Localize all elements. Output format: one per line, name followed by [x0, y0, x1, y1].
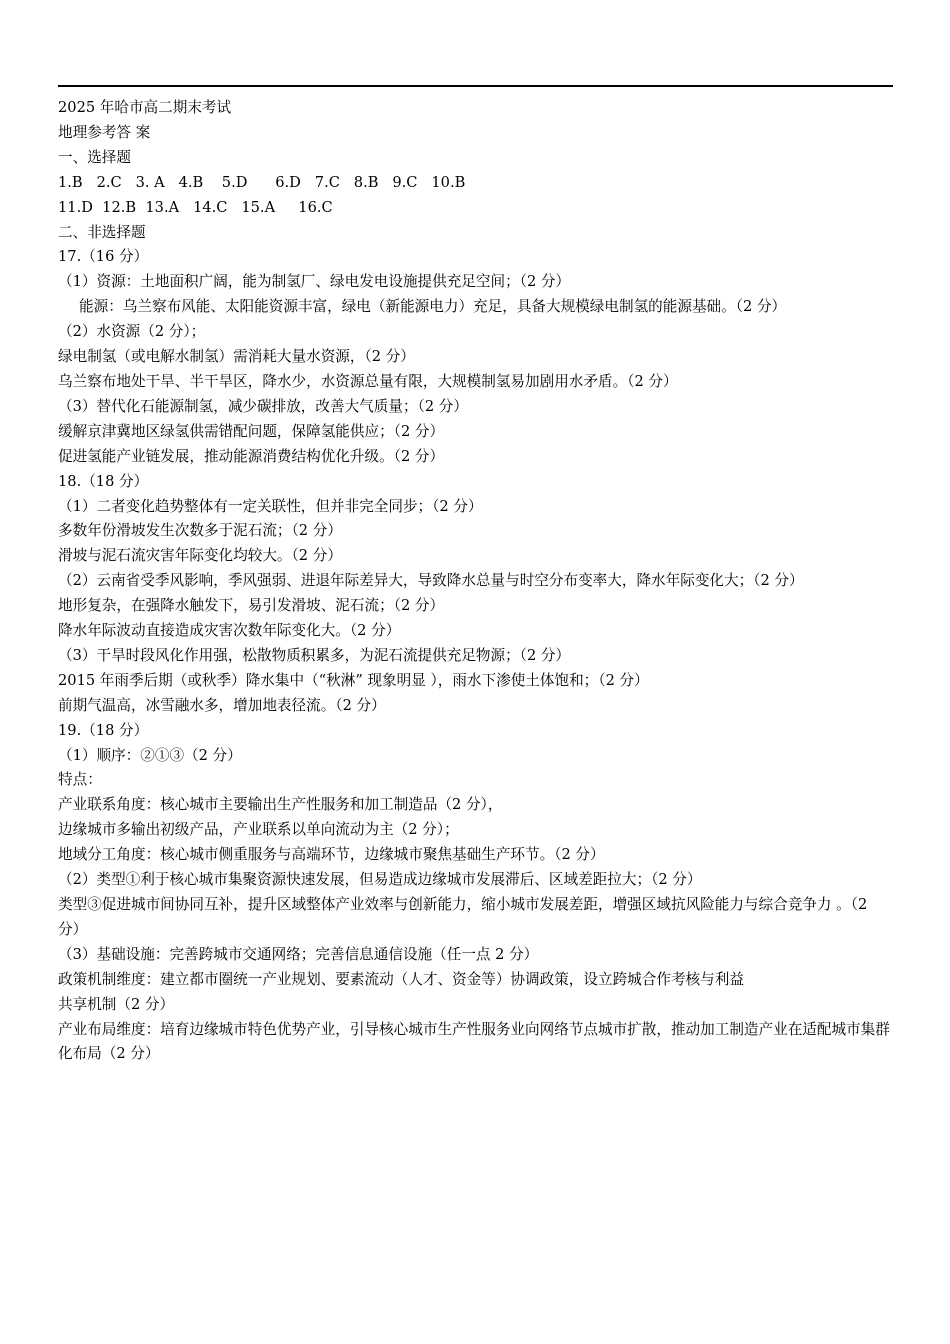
q19-answer-line: （1）顺序：②①③（2 分）: [58, 746, 242, 764]
q19-answer-line: （3）基础设施：完善跨城市交通网络；完善信息通信设施（任一点 2 分）: [58, 945, 539, 963]
q17-answer-line: 乌兰察布地处干旱、半干旱区，降水少，水资源总量有限，大规模制氢易加剧用水矛盾。（2 分）: [58, 372, 678, 390]
q18-answer-line: 降水年际波动直接造成灾害次数年际变化大。（2 分）: [58, 622, 401, 640]
q17-answer-line: 能源：乌兰察布风能、太阳能资源丰富，绿电（新能源电力）充足，具备大规模绿电制氢的能源基础。（2 分）: [79, 298, 787, 316]
q19-answer-line: 特点：: [58, 771, 102, 789]
q19-answer-line: 类型③促进城市间协同互补，提升区域整体产业效率与创新能力，缩小城市发展差距，增强区域抗风险能力与综合竞争力 。（2 分）: [58, 896, 868, 938]
q18-answer-line: 地形复杂，在强降水触发下，易引发滑坡、泥石流；（2 分）: [58, 597, 445, 615]
document-title: 2025 年哈市高二期末考试: [58, 99, 232, 116]
q18-answer-line: 前期气温高，冰雪融水多，增加地表径流。（2 分）: [58, 696, 386, 714]
section-heading-choice: 一、选择题: [58, 148, 131, 166]
choice-answers-row-2: 11.D 12.B 13.A 14.C 15.A 16.C: [58, 198, 333, 216]
q18-answer-line: 滑坡与泥石流灾害年际变化均较大。（2 分）: [58, 547, 342, 565]
q19-answer-line: 政策机制维度：建立都市圈统一产业规划、要素流动（人才、资金等）协调政策，设立跨城合作考核与利益: [58, 970, 744, 988]
q17-answer-line: （1）资源：土地面积广阔，能为制氢厂、绿电发电设施提供充足空间；（2 分）: [58, 273, 571, 291]
q19-answer-line: （2）类型①利于核心城市集聚资源快速发展，但易造成边缘城市发展滞后、区域差距拉大；（2 分）: [58, 871, 702, 889]
q19-answer-line: 共享机制（2 分）: [58, 995, 175, 1013]
q19-answer-line: 边缘城市多输出初级产品，产业联系以单向流动为主（2 分）；: [58, 821, 459, 839]
q18-answer-line: 多数年份滑坡发生次数多于泥石流；（2 分）: [58, 522, 342, 540]
q17-answer-line: 缓解京津冀地区绿氢供需错配问题，保障氢能供应；（2 分）: [58, 422, 445, 440]
q17-answer-line: （2）水资源（2 分）；: [58, 323, 206, 341]
q19-answer-line: 产业布局维度：培育边缘城市特色优势产业，引导核心城市生产性服务业向网络节点城市扩散，推动加工制造产业在适配城市集群化布局（2 分）: [58, 1020, 890, 1063]
answer-key-document: [58, 96, 893, 1067]
question-17-heading: 17.（16 分）: [58, 248, 149, 266]
document-subtitle: 地理参考答 案: [58, 123, 151, 141]
q18-answer-line: （1）二者变化趋势整体有一定关联性，但并非完全同步；（2 分）: [58, 497, 483, 515]
choice-answers-row-1: 1.B 2.C 3. A 4.B 5.D 6.D 7.C 8.B 9.C 10.B: [58, 173, 466, 191]
section-heading-nonchoice: 二、非选择题: [58, 223, 146, 241]
q17-answer-line: 促进氢能产业链发展，推动能源消费结构优化升级。（2 分）: [58, 447, 445, 465]
header-rule: [58, 85, 893, 87]
q18-answer-line: 2015 年雨季后期（或秋季）降水集中（“秋淋” 现象明显 ），雨水下渗使土体饱和；（2 分）: [58, 671, 649, 689]
question-19-heading: 19.（18 分）: [58, 721, 149, 739]
q17-answer-line: 绿电制氢（或电解水制氢）需消耗大量水资源，（2 分）: [58, 348, 415, 366]
q18-answer-line: （3）干旱时段风化作用强，松散物质积累多，为泥石流提供充足物源；（2 分）: [58, 646, 571, 664]
question-18-heading: 18.（18 分）: [58, 472, 149, 490]
q18-answer-line: （2）云南省受季风影响，季风强弱、进退年际差异大，导致降水总量与时空分布变率大，降水年际变化大；（2 分）: [58, 572, 804, 590]
q17-answer-line: （3）替代化石能源制氢，减少碳排放，改善大气质量；（2 分）: [58, 397, 468, 415]
q19-answer-line: 地域分工角度：核心城市侧重服务与高端环节，边缘城市聚焦基础生产环节。（2 分）: [58, 846, 605, 864]
q19-answer-line: 产业联系角度：核心城市主要输出生产性服务和加工制造品（2 分），: [58, 796, 503, 814]
